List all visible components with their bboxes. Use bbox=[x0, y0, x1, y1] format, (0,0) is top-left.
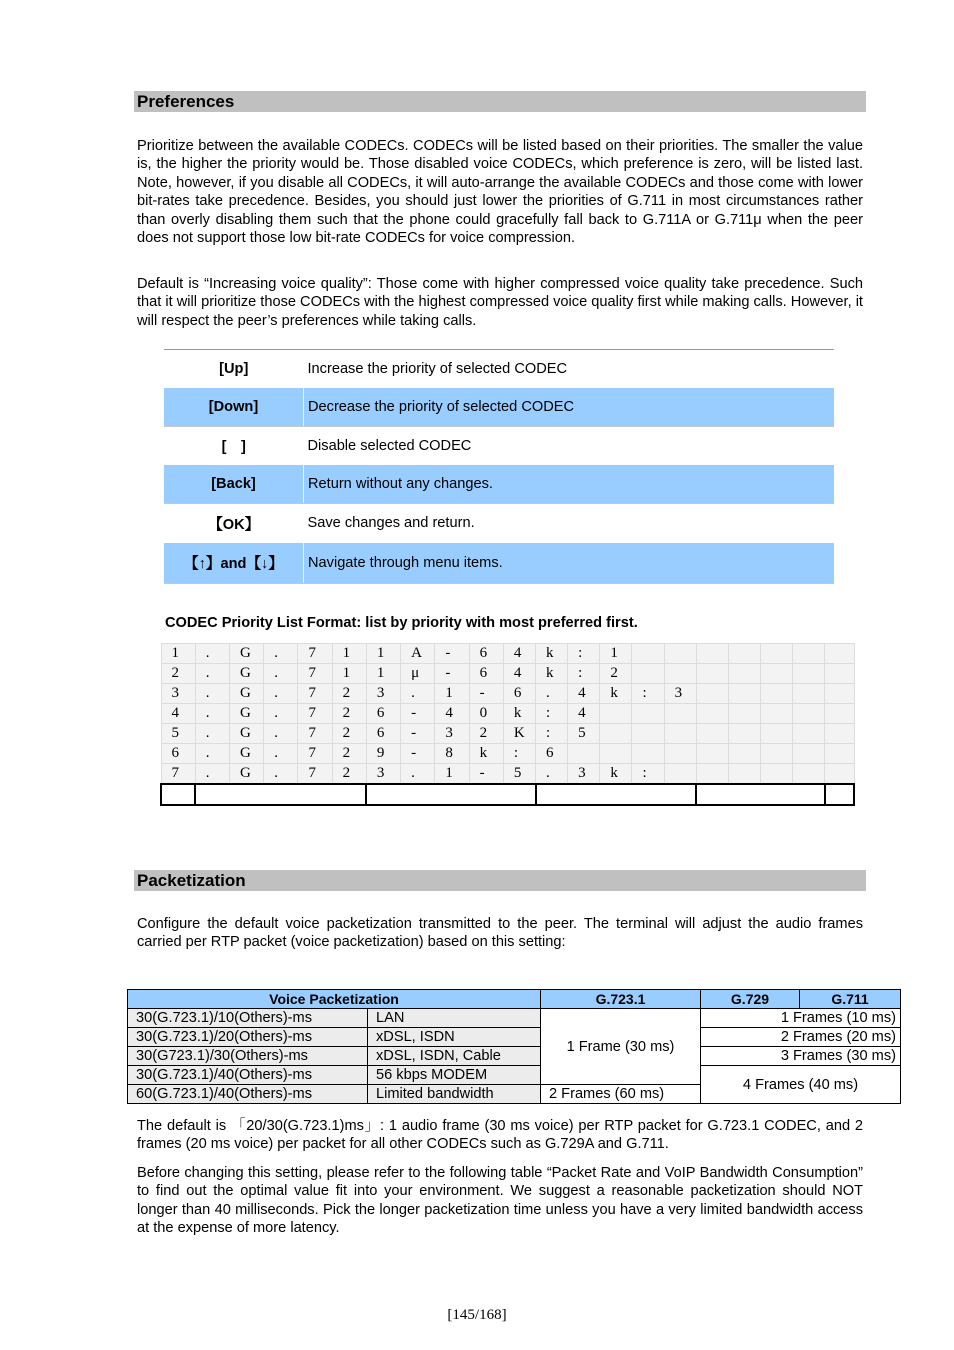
codec-char-cell bbox=[632, 704, 664, 724]
codec-char-cell: - bbox=[469, 764, 503, 785]
codec-char-cell: 7 bbox=[298, 744, 332, 764]
codec-char-cell bbox=[793, 644, 825, 664]
codec-char-cell bbox=[696, 664, 728, 684]
codec-char-cell: 5 bbox=[161, 724, 195, 744]
codec-char-cell: G bbox=[229, 704, 263, 724]
codec-char-cell: 6 bbox=[469, 644, 503, 664]
codec-char-cell: K bbox=[503, 724, 535, 744]
codec-char-cell: 7 bbox=[298, 704, 332, 724]
key-row-ok bbox=[164, 504, 834, 543]
codec-char-cell bbox=[632, 744, 664, 764]
codec-char-cell: 2 bbox=[332, 704, 366, 724]
key-function-table bbox=[164, 349, 834, 584]
codec-char-cell bbox=[632, 664, 664, 684]
codec-char-cell: : bbox=[632, 684, 664, 704]
codec-char-cell bbox=[793, 704, 825, 724]
key-navigate: 【↑】and【↓】 bbox=[164, 543, 304, 584]
codec-char-cell bbox=[761, 744, 793, 764]
codec-char-cell bbox=[696, 704, 728, 724]
codec-char-cell: k bbox=[469, 744, 503, 764]
codec-char-cell: . bbox=[264, 724, 298, 744]
pkt-g729-g711-frames: 4 Frames (40 ms) bbox=[701, 1066, 901, 1104]
codec-char-cell bbox=[696, 724, 728, 744]
codec-char-cell: 1 bbox=[366, 664, 400, 684]
codec-char-cell bbox=[825, 704, 854, 724]
codec-char-cell bbox=[664, 724, 696, 744]
codec-char-cell bbox=[728, 724, 760, 744]
key-back: [Back] bbox=[164, 465, 304, 504]
codec-char-cell: 2 bbox=[332, 764, 366, 785]
codec-char-cell: - bbox=[401, 704, 435, 724]
codec-char-cell: 2 bbox=[332, 744, 366, 764]
key-down: [Down] bbox=[164, 388, 304, 427]
codec-char-cell: 1 bbox=[600, 644, 632, 664]
codec-char-cell: 7 bbox=[298, 764, 332, 785]
codec-char-cell: 1 bbox=[332, 644, 366, 664]
codec-row bbox=[161, 684, 854, 704]
codec-char-cell: 1 bbox=[435, 764, 469, 785]
codec-grid-empty-cell bbox=[161, 784, 195, 805]
codec-char-cell: - bbox=[469, 684, 503, 704]
codec-char-cell: 7 bbox=[298, 684, 332, 704]
codec-char-cell: 7 bbox=[298, 644, 332, 664]
codec-char-cell bbox=[696, 684, 728, 704]
pkt-g7231-frames: 2 Frames (60 ms) bbox=[541, 1085, 701, 1104]
codec-char-cell: 5 bbox=[568, 724, 600, 744]
pkt-header-g711: G.711 bbox=[800, 990, 901, 1009]
codec-grid-empty-cell bbox=[536, 784, 697, 805]
codec-char-cell: 3 bbox=[161, 684, 195, 704]
codec-char-cell: G bbox=[229, 664, 263, 684]
codec-char-cell: . bbox=[195, 764, 229, 785]
codec-char-cell: G bbox=[229, 644, 263, 664]
codec-char-cell: - bbox=[401, 724, 435, 744]
codec-char-cell: 4 bbox=[568, 684, 600, 704]
pkt-g729-g711-frames: 3 Frames (30 ms) bbox=[701, 1047, 901, 1066]
codec-char-cell bbox=[728, 664, 760, 684]
preferences-heading: Preferences bbox=[134, 91, 866, 112]
pkt-environment: Limited bandwidth bbox=[368, 1085, 541, 1104]
pkt-setting: 30(G.723.1)/20(Others)-ms bbox=[128, 1028, 368, 1047]
codec-char-cell: 3 bbox=[568, 764, 600, 785]
pkt-row bbox=[128, 1028, 901, 1047]
codec-char-cell: k bbox=[536, 664, 568, 684]
packetization-paragraph-3: Before changing this setting, please refer to the following table “Packet Rate and VoIP Bandwidth Consumption” to find out the optimal value fit into your environment. We suggest a reasonable packetization should NOT longer than 40 milliseconds. Pick the longer packetization time unless you have a very limited bandwidth access at the expense of more latency. bbox=[137, 1165, 863, 1237]
codec-char-cell: 7 bbox=[298, 664, 332, 684]
codec-char-cell: . bbox=[264, 744, 298, 764]
codec-char-cell: 6 bbox=[366, 704, 400, 724]
key-disable-desc: Disable selected CODEC bbox=[307, 437, 472, 454]
codec-char-cell: . bbox=[536, 684, 568, 704]
codec-char-cell bbox=[600, 724, 632, 744]
codec-char-cell bbox=[600, 744, 632, 764]
codec-char-cell: G bbox=[229, 764, 263, 785]
voice-packetization-table bbox=[127, 989, 901, 1104]
pkt-environment: 56 kbps MODEM bbox=[368, 1066, 541, 1085]
codec-char-cell: 1 bbox=[161, 644, 195, 664]
codec-list-format-heading: CODEC Priority List Format: list by priority with most preferred first. bbox=[165, 615, 638, 631]
key-down-desc: Decrease the priority of selected CODEC bbox=[304, 388, 835, 427]
codec-char-cell: 4 bbox=[503, 644, 535, 664]
codec-char-cell: 2 bbox=[332, 684, 366, 704]
codec-char-cell: 4 bbox=[568, 704, 600, 724]
codec-char-cell: : bbox=[568, 644, 600, 664]
pkt-environment: xDSL, ISDN, Cable bbox=[368, 1047, 541, 1066]
key-up: [Up] bbox=[219, 360, 249, 377]
codec-char-cell: 6 bbox=[469, 664, 503, 684]
codec-char-cell bbox=[825, 744, 854, 764]
codec-char-cell: 2 bbox=[469, 724, 503, 744]
codec-char-cell bbox=[632, 724, 664, 744]
pkt-environment: LAN bbox=[368, 1009, 541, 1028]
preferences-paragraph-2: Default is “Increasing voice quality”: Those come with higher compressed voice quality take precedence. Such that it will prioritize those CODECs with the highest compressed voice quality first while making calls. However, it will respect the peer’s preferences while taking calls. bbox=[137, 276, 863, 329]
codec-priority-grid bbox=[160, 643, 855, 806]
codec-char-cell bbox=[664, 664, 696, 684]
codec-char-cell: 6 bbox=[366, 724, 400, 744]
codec-char-cell: . bbox=[195, 644, 229, 664]
pkt-setting: 30(G.723.1)/10(Others)-ms bbox=[128, 1009, 368, 1028]
codec-char-cell: . bbox=[536, 764, 568, 785]
codec-char-cell: 0 bbox=[469, 704, 503, 724]
codec-row bbox=[161, 664, 854, 684]
pkt-row bbox=[128, 1047, 901, 1066]
codec-char-cell: 7 bbox=[161, 764, 195, 785]
codec-char-cell: μ bbox=[401, 664, 435, 684]
packetization-paragraph-2: The default is 「20/30(G.723.1)ms」: 1 audio frame (30 ms voice) per RTP packet for G.723.1 CODEC, and 2 frames (20 ms voice) per packet for all other CODECs such as G.729A and G.711. bbox=[137, 1118, 863, 1153]
key-back-desc: Return without any changes. bbox=[304, 465, 835, 504]
codec-char-cell: : bbox=[568, 664, 600, 684]
codec-grid-empty-cell bbox=[825, 784, 854, 805]
codec-row bbox=[161, 764, 854, 785]
codec-char-cell: . bbox=[195, 684, 229, 704]
codec-char-cell bbox=[825, 644, 854, 664]
codec-char-cell: : bbox=[536, 704, 568, 724]
key-ok-desc: Save changes and return. bbox=[307, 515, 475, 532]
key-row-up bbox=[164, 350, 834, 388]
pkt-setting: 30(G.723.1)/40(Others)-ms bbox=[128, 1066, 368, 1085]
codec-grid-empty-cell bbox=[195, 784, 366, 805]
codec-char-cell bbox=[728, 764, 760, 785]
codec-char-cell: k bbox=[600, 764, 632, 785]
codec-row bbox=[161, 644, 854, 664]
codec-char-cell bbox=[793, 684, 825, 704]
codec-char-cell bbox=[664, 644, 696, 664]
codec-char-cell: k bbox=[503, 704, 535, 724]
codec-char-cell: 6 bbox=[161, 744, 195, 764]
codec-char-cell bbox=[664, 764, 696, 785]
codec-char-cell bbox=[568, 744, 600, 764]
codec-char-cell: 2 bbox=[600, 664, 632, 684]
codec-char-cell: 4 bbox=[161, 704, 195, 724]
codec-char-cell: G bbox=[229, 724, 263, 744]
codec-char-cell: 1 bbox=[332, 664, 366, 684]
codec-row bbox=[161, 704, 854, 724]
codec-char-cell: - bbox=[435, 664, 469, 684]
codec-char-cell: . bbox=[401, 764, 435, 785]
codec-grid-empty-row bbox=[161, 784, 854, 805]
pkt-setting: 30(G723.1)/30(Others)-ms bbox=[128, 1047, 368, 1066]
codec-char-cell bbox=[600, 704, 632, 724]
codec-char-cell bbox=[696, 644, 728, 664]
codec-char-cell: 1 bbox=[366, 644, 400, 664]
codec-char-cell: 3 bbox=[664, 684, 696, 704]
codec-char-cell: . bbox=[401, 684, 435, 704]
codec-char-cell: . bbox=[195, 704, 229, 724]
codec-char-cell: 2 bbox=[161, 664, 195, 684]
codec-char-cell bbox=[664, 704, 696, 724]
pkt-g729-g711-frames: 2 Frames (20 ms) bbox=[701, 1028, 901, 1047]
codec-char-cell bbox=[761, 684, 793, 704]
codec-char-cell bbox=[761, 764, 793, 785]
codec-char-cell: : bbox=[632, 764, 664, 785]
pkt-header-g729: G.729 bbox=[701, 990, 800, 1009]
codec-row bbox=[161, 744, 854, 764]
codec-char-cell bbox=[825, 724, 854, 744]
codec-char-cell: k bbox=[536, 644, 568, 664]
codec-char-cell bbox=[696, 764, 728, 785]
key-row-back bbox=[164, 465, 834, 504]
codec-char-cell: . bbox=[264, 684, 298, 704]
codec-char-cell: G bbox=[229, 744, 263, 764]
pkt-environment: xDSL, ISDN bbox=[368, 1028, 541, 1047]
pkt-header-g7231: G.723.1 bbox=[541, 990, 701, 1009]
codec-char-cell: 6 bbox=[503, 684, 535, 704]
codec-char-cell: k bbox=[600, 684, 632, 704]
codec-char-cell bbox=[761, 644, 793, 664]
codec-char-cell: . bbox=[195, 664, 229, 684]
pkt-setting: 60(G.723.1)/40(Others)-ms bbox=[128, 1085, 368, 1104]
preferences-paragraph-1: Prioritize between the available CODECs. CODECs will be listed based on their priorities. The smaller the value is, the higher the priority would be. Those disabled voice CODECs, which preference is zero, will be listed last. Note, however, if you disable all CODECs, it will auto-arrange the available CODECs and those come with lower bit-rates take precedence. Besides, you should just lower the priorities of G.711 in most circumstances rather than overly disabling them such that the phone could gracefully fall back to G.711A or G.711μ when the peer does not support those low bit-rate CODECs for voice compression. bbox=[137, 138, 863, 247]
codec-char-cell: 3 bbox=[435, 724, 469, 744]
key-navigate-desc: Navigate through menu items. bbox=[304, 543, 835, 584]
codec-char-cell: 4 bbox=[435, 704, 469, 724]
codec-char-cell: . bbox=[264, 764, 298, 785]
codec-char-cell: - bbox=[401, 744, 435, 764]
codec-char-cell bbox=[761, 664, 793, 684]
codec-char-cell: 3 bbox=[366, 684, 400, 704]
key-row-disable bbox=[164, 427, 834, 465]
codec-char-cell: . bbox=[195, 724, 229, 744]
pkt-header-voice-packetization: Voice Packetization bbox=[128, 990, 541, 1009]
pkt-g7231-frames: 1 Frame (30 ms) bbox=[541, 1009, 701, 1085]
codec-char-cell: 6 bbox=[536, 744, 568, 764]
codec-char-cell bbox=[728, 644, 760, 664]
codec-char-cell: : bbox=[503, 744, 535, 764]
codec-char-cell bbox=[793, 764, 825, 785]
pkt-header-row bbox=[128, 990, 901, 1009]
codec-char-cell bbox=[632, 644, 664, 664]
codec-char-cell: - bbox=[435, 644, 469, 664]
codec-char-cell: . bbox=[264, 644, 298, 664]
codec-char-cell bbox=[664, 744, 696, 764]
codec-char-cell: A bbox=[401, 644, 435, 664]
codec-char-cell: : bbox=[536, 724, 568, 744]
codec-char-cell: 7 bbox=[298, 724, 332, 744]
pkt-row bbox=[128, 1066, 901, 1085]
key-row-navigate bbox=[164, 543, 834, 584]
key-ok: 【OK】 bbox=[208, 516, 260, 533]
codec-row bbox=[161, 724, 854, 744]
codec-char-cell bbox=[728, 704, 760, 724]
key-disable: [ ] bbox=[221, 439, 246, 456]
codec-char-cell bbox=[825, 764, 854, 785]
page-number: [145/168] bbox=[447, 1307, 507, 1323]
codec-char-cell bbox=[696, 744, 728, 764]
codec-char-cell: 9 bbox=[366, 744, 400, 764]
key-row-down bbox=[164, 388, 834, 427]
codec-char-cell: 1 bbox=[435, 684, 469, 704]
pkt-row bbox=[128, 1009, 901, 1028]
codec-char-cell bbox=[825, 684, 854, 704]
codec-char-cell: 8 bbox=[435, 744, 469, 764]
codec-grid-empty-cell bbox=[366, 784, 535, 805]
codec-char-cell bbox=[761, 724, 793, 744]
codec-char-cell: 3 bbox=[366, 764, 400, 785]
codec-char-cell: . bbox=[264, 664, 298, 684]
codec-char-cell bbox=[793, 724, 825, 744]
codec-char-cell bbox=[825, 664, 854, 684]
key-up-desc: Increase the priority of selected CODEC bbox=[307, 360, 568, 377]
codec-char-cell: 4 bbox=[503, 664, 535, 684]
codec-char-cell: 2 bbox=[332, 724, 366, 744]
codec-char-cell bbox=[728, 684, 760, 704]
packetization-heading: Packetization bbox=[134, 870, 866, 891]
packetization-paragraph-1: Configure the default voice packetization transmitted to the peer. The terminal will adjust the audio frames carried per RTP packet (voice packetization) based on this setting: bbox=[137, 916, 863, 951]
codec-char-cell: G bbox=[229, 684, 263, 704]
codec-char-cell bbox=[728, 744, 760, 764]
pkt-g729-g711-frames: 1 Frames (10 ms) bbox=[701, 1009, 901, 1028]
codec-grid-empty-cell bbox=[696, 784, 825, 805]
codec-char-cell bbox=[793, 744, 825, 764]
codec-char-cell bbox=[793, 664, 825, 684]
codec-char-cell: . bbox=[264, 704, 298, 724]
codec-char-cell bbox=[761, 704, 793, 724]
codec-char-cell: 5 bbox=[503, 764, 535, 785]
codec-char-cell: . bbox=[195, 744, 229, 764]
